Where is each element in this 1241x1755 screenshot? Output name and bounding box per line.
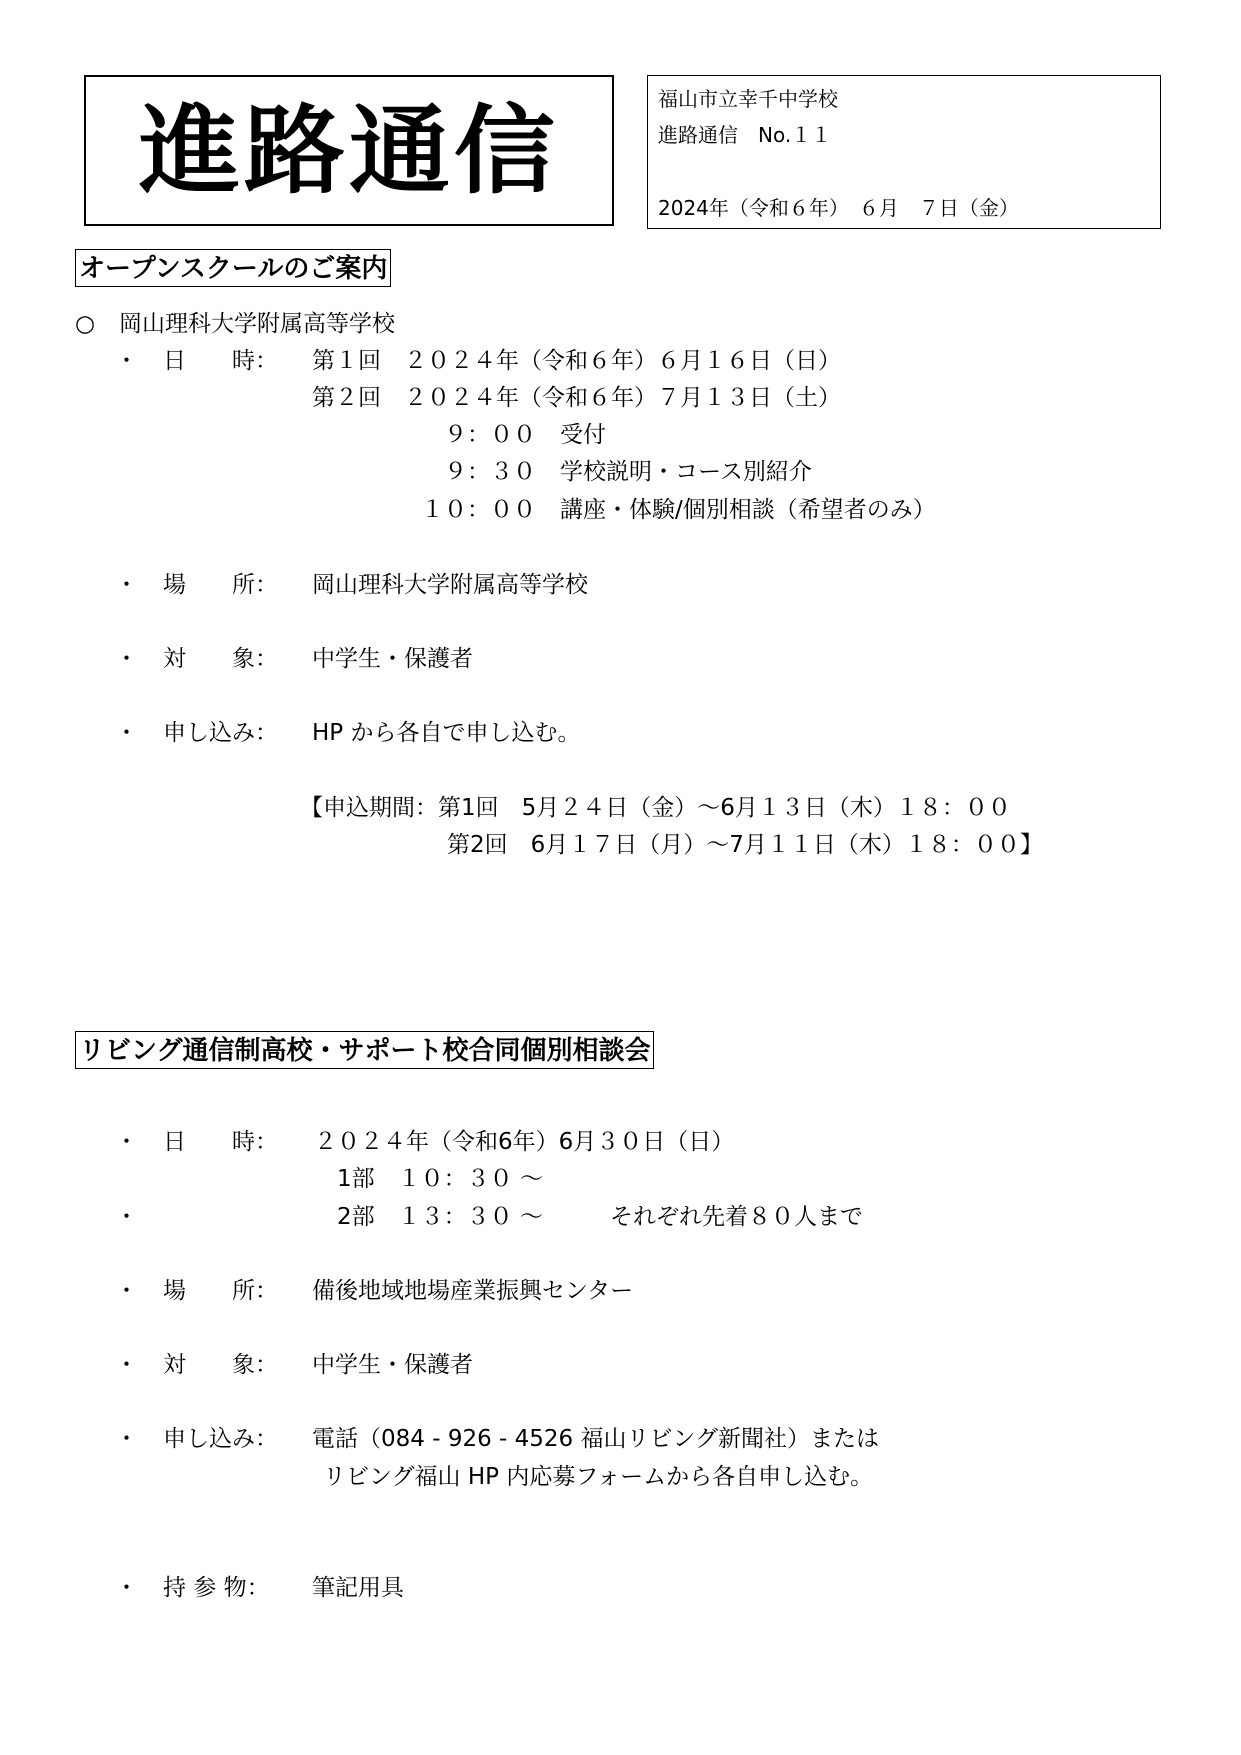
issue-number: 進路通信 No.１１: [658, 123, 832, 147]
target-value: 中学生・保護者: [312, 646, 473, 672]
target-label: 対 象：: [163, 1352, 278, 1378]
part-2-time: 2部 １３：３０ ～: [337, 1204, 543, 1230]
section-heading-consultation: リビング通信制高校・サポート校合同個別相談会: [75, 1031, 654, 1069]
items-value: 筆記用具: [312, 1575, 404, 1601]
apply-line-1: 電話（084 - 926 - 4526 福山リビング新聞社）または: [312, 1426, 880, 1452]
section-heading-open-school: オープンスクールのご案内: [75, 249, 391, 287]
school-name: 福山市立幸千中学校: [658, 87, 838, 111]
issue-info-box: [647, 75, 1161, 229]
bullet: ・: [115, 1278, 138, 1304]
date-label: 日 時：: [163, 348, 278, 374]
circle-bullet: ○: [75, 311, 96, 337]
schedule-time: １０：００: [421, 497, 536, 523]
apply-label: 申し込み：: [163, 720, 278, 746]
place-value: 岡山理科大学附属高等学校: [312, 572, 588, 598]
school-name: 岡山理科大学附属高等学校: [119, 311, 395, 337]
bullet: ・: [115, 1426, 138, 1452]
place-label: 場 所：: [163, 1278, 278, 1304]
date-value: ２０２４年（令和6年）6月３０日（日）: [314, 1129, 735, 1155]
bullet: ・: [115, 572, 138, 598]
schedule-desc: 受付: [560, 422, 606, 448]
bullet: ・: [115, 646, 138, 672]
bullet: ・: [115, 1204, 138, 1230]
part-1-time: 1部 １０：３０ ～: [337, 1166, 543, 1192]
newsletter-title: 進路通信: [139, 94, 560, 207]
target-value: 中学生・保護者: [312, 1352, 473, 1378]
target-label: 対 象：: [163, 646, 278, 672]
date-line-1: 第１回 ２０２４年（令和６年）６月１６日（日）: [312, 348, 841, 374]
issue-date: 2024年（令和６年） ６月 ７日（金）: [658, 196, 1019, 220]
schedule-time: ９：００: [444, 422, 536, 448]
apply-line-2: リビング福山 HP 内応募フォームから各自申し込む。: [323, 1464, 874, 1490]
bullet: ・: [115, 1352, 138, 1378]
apply-value: HP から各自で申し込む。: [312, 720, 581, 746]
bullet: ・: [115, 1129, 138, 1155]
bullet: ・: [115, 348, 138, 374]
application-period-line-2: 第2回 6月１７日（月）～7月１１日（木）１８：００】: [447, 832, 1043, 858]
place-label: 場 所：: [163, 572, 278, 598]
newsletter-title-box: [84, 75, 614, 226]
schedule-desc: 講座・体験/個別相談（希望者のみ）: [560, 497, 936, 523]
date-line-2: 第２回 ２０２４年（令和６年）７月１３日（土）: [312, 385, 841, 411]
schedule-time: ９：３０: [444, 459, 536, 485]
place-value: 備後地域地場産業振興センター: [312, 1278, 634, 1304]
items-label: 持 参 物：: [163, 1575, 270, 1601]
application-period-line-1: 【申込期間：第1回 5月２４日（金）～6月１３日（木）１８：００: [300, 795, 1011, 821]
date-label: 日 時：: [163, 1129, 278, 1155]
capacity-note: それぞれ先着８０人まで: [610, 1204, 863, 1230]
bullet: ・: [115, 1575, 138, 1601]
schedule-desc: 学校説明・コース別紹介: [560, 459, 812, 485]
bullet: ・: [115, 720, 138, 746]
apply-label: 申し込み：: [163, 1426, 278, 1452]
